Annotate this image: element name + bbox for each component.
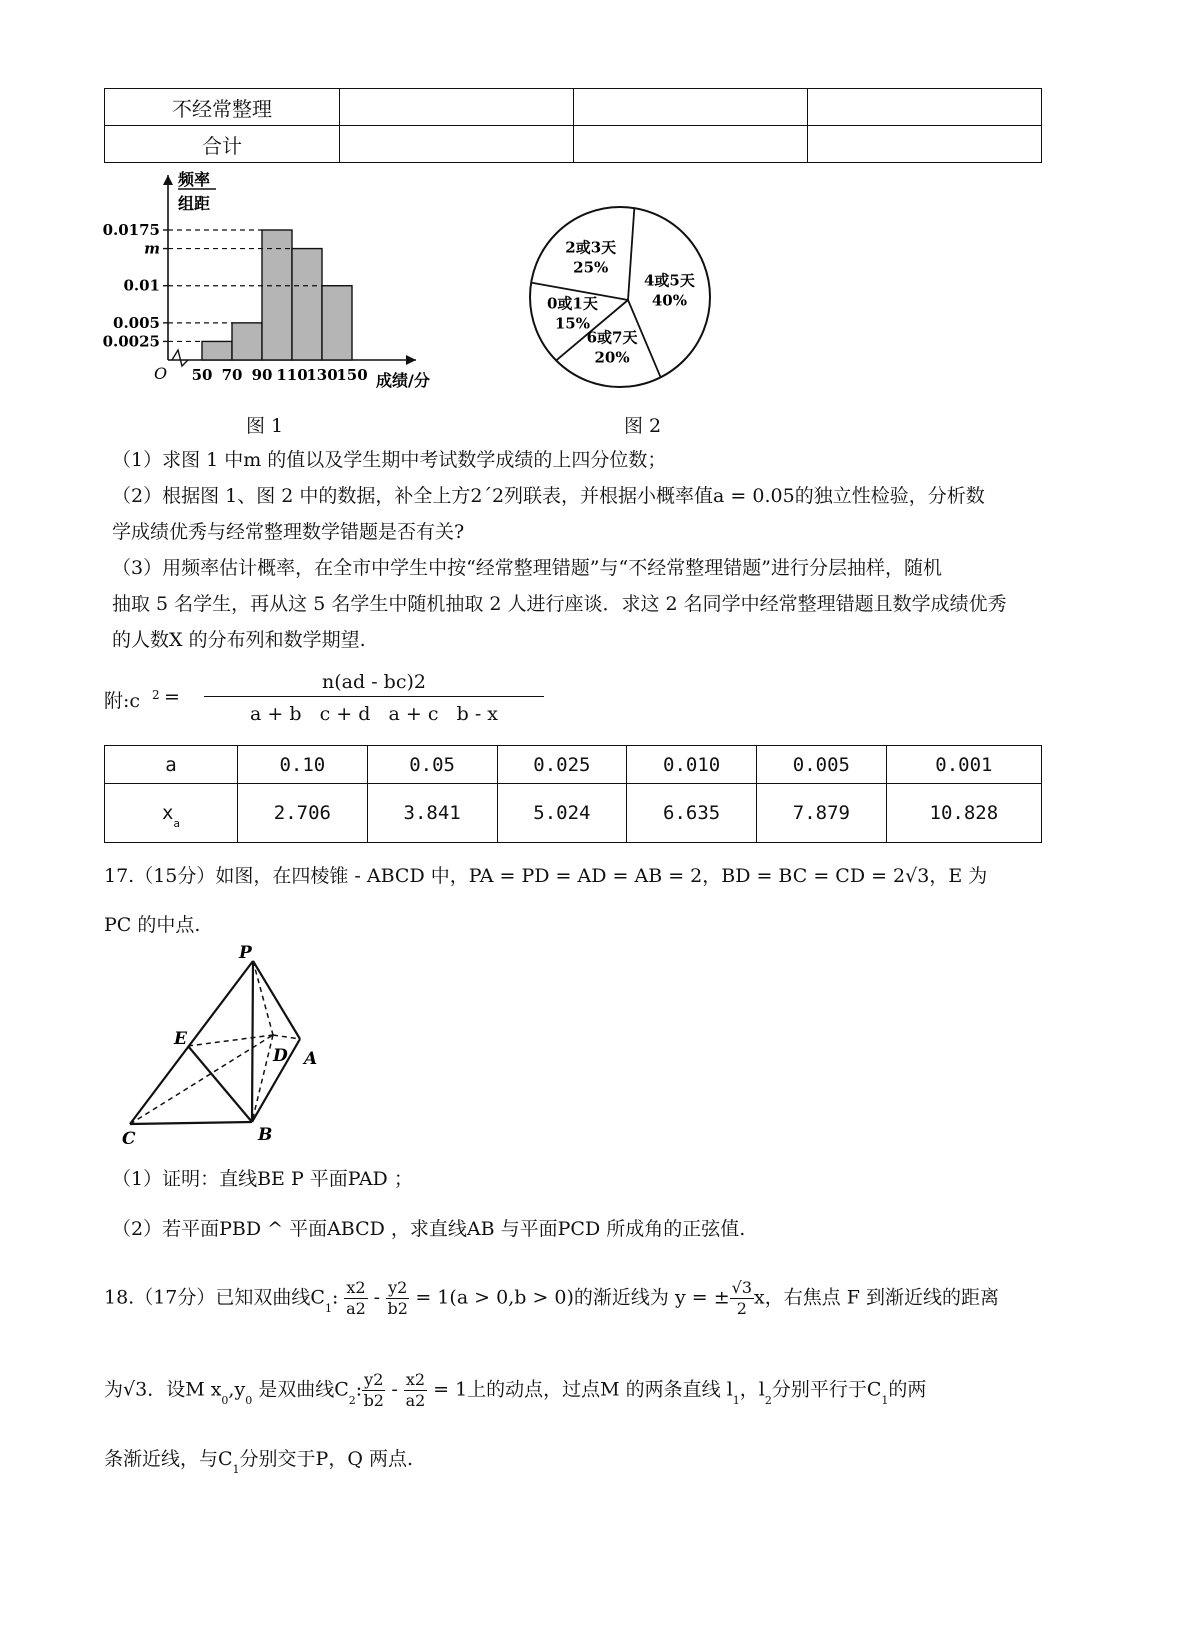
formula-eq: = [164,686,180,708]
pie-slice-label: 0或1天 [546,294,598,313]
q18-text-b: : [331,1286,339,1309]
q18-l2-g: ，l [739,1378,765,1401]
formula-denominator: a + b c + d a + c b - x [250,703,498,725]
q18-l2-c: 是双曲线C [252,1378,349,1401]
q18-l2-a: 为√3．设M x [104,1378,222,1401]
histogram-bar [232,323,262,360]
pie-slice-pct: 15% [554,314,590,333]
vertex-C: C [122,1129,136,1149]
alpha-cell: 0.001 [886,746,1041,784]
fraction-sqrt3-2 [730,1278,754,1319]
q18-l2-e: - [385,1378,404,1401]
ylabel-top: 频率 [178,170,211,189]
histogram-bar [292,249,322,360]
origin-label: O [154,364,168,383]
x-tick-label: 130 [306,366,338,384]
x-cell: 10.828 [886,784,1041,843]
histogram-bar [262,230,292,360]
y-axis-arrow [163,175,173,185]
table-cell [340,89,574,126]
q18-text-d: = 1(a > 0,b > 0)的渐近线为 y = ± [409,1286,730,1309]
q18-l2-d: : [355,1378,363,1401]
q18-sub: 2 [348,1393,356,1407]
frac-num: x2 [405,1370,426,1389]
y-tick-label: 0.0025 [102,332,160,351]
q18-l2-b: ,y [228,1378,246,1401]
table-row [105,746,1042,784]
x-axis-arrow [406,355,416,365]
x-cell: 5.024 [497,784,627,843]
histogram-figure [96,165,456,395]
vertex-A: A [304,1049,318,1069]
pie-figure [520,200,720,400]
x-cell: 7.879 [757,784,887,843]
q18-l2-f: = 1上的动点，过点M 的两条直线 l [427,1378,733,1401]
formula-prefix: 附:c [104,690,141,712]
q16-part3-a: （3）用频率估计概率，在全市中学生中按“经常整理错题”与“不经常整理错题”进行分层抽样，随机 [112,557,942,579]
q17-part1: （1）证明：直线BE P 平面PAD ； [112,1168,413,1190]
table-cell [574,89,808,126]
frac-den: a2 [405,1391,426,1410]
xlabel: 成绩/分 [376,371,430,390]
x-tick-label: 50 [191,366,213,384]
x-tick-label: 70 [221,366,243,384]
q18-text-a: 18.（17分）已知双曲线C [104,1286,325,1309]
table-row [105,126,1042,163]
contingency-table-partial [104,88,1042,163]
axis-break [172,350,188,366]
row-label-alpha: a [105,746,238,784]
q17-part2: （2）若平面PBD ^ 平面ABCD ，求直线AB 与平面PCD 所成角的正弦值. [112,1218,746,1240]
frac-den: b2 [363,1391,384,1410]
formula-numerator: n(ad - bc)2 [204,668,544,697]
y-tick-label: 0.01 [123,276,160,295]
frac-den: b2 [387,1299,408,1318]
pie-slice-pct: 25% [573,258,609,277]
fraction-y2-b2 [362,1370,385,1411]
q18-sub: 1 [232,1463,240,1476]
q16-part1: （1）求图 1 中m 的值以及学生期中考试数学成绩的上四分位数； [112,449,667,471]
x-cell: 2.706 [238,784,368,843]
alpha-cell: 0.05 [367,746,497,784]
pie-slice-pct: 20% [594,348,630,367]
ylabel-bottom: 组距 [178,194,211,213]
q18-line2 [104,1370,926,1411]
vertex-D: D [273,1046,288,1066]
critical-value-table [104,745,1042,843]
q18-line1 [104,1278,999,1319]
y-tick-label: 0.005 [113,313,160,332]
pie-slice-pct: 40% [651,291,687,310]
alpha-cell: 0.10 [238,746,368,784]
fraction-x2-a2 [404,1370,427,1411]
y-tick-label: m [144,239,160,258]
table-cell [808,89,1042,126]
table-cell [574,126,808,163]
x-label: x [161,802,174,824]
alpha-cell: 0.010 [627,746,757,784]
q18-text-e: x，右焦点 F 到渐近线的距离 [754,1286,999,1309]
table-cell [808,126,1042,163]
alpha-cell: 0.025 [497,746,627,784]
vertex-P: P [239,943,252,963]
q16-part3-c: 的人数X 的分布列和数学期望. [112,629,366,651]
row-label-x [105,784,238,843]
pie-slice-label: 2或3天 [565,238,617,257]
frac-num: x2 [346,1278,366,1297]
frac-num: y2 [364,1370,384,1389]
pyramid-figure [118,940,338,1150]
x-cell: 6.635 [627,784,757,843]
x-cell: 3.841 [367,784,497,843]
fraction-x2-a2 [344,1278,367,1319]
x-tick-label: 110 [276,366,308,384]
histogram-bar [322,286,352,360]
q18-l2-h: 分别平行于C [771,1378,882,1401]
q18-l3-a: 条渐近线，与C [104,1448,233,1470]
q18-sub: 2 [764,1393,772,1407]
frac-den: 2 [736,1299,747,1318]
q16-part2-b: 学成绩优秀与经常整理数学错题是否有关? [112,521,465,543]
x-tick-label: 90 [251,366,273,384]
q18-l3-b: 分别交于P，Q 两点. [239,1448,413,1470]
pie-slice-label: 6或7天 [586,328,638,347]
table-cell [340,126,574,163]
y-tick-label: 0.0175 [102,221,160,239]
row-label: 不经常整理 [105,89,340,126]
frac-num: y2 [388,1278,408,1297]
q18-sub: 1 [732,1393,740,1407]
x-subscript: a [173,817,181,830]
table-row [105,784,1042,843]
frac-den: a2 [346,1299,366,1318]
q18-sub: 1 [881,1393,889,1407]
q18-line3 [104,1444,413,1477]
fraction-y2-b2 [386,1278,409,1319]
histogram-bar [202,341,232,360]
figure1-caption: 图 1 [246,415,284,437]
q18-sub: 0 [221,1393,229,1407]
table-row [105,89,1042,126]
q16-part3-b: 抽取 5 名学生，再从这 5 名学生中随机抽取 2 人进行座谈．求这 2 名同学中经常整理错题且数学成绩优秀 [112,593,1007,615]
x-tick-label: 150 [336,366,368,384]
q16-part2-a: （2）根据图 1、图 2 中的数据，补全上方2´2列联表，并根据小概率值a = 0.05的独立性检验，分析数 [112,485,985,507]
alpha-cell: 0.005 [757,746,887,784]
row-label: 合计 [105,126,340,163]
q18-text-c: - [367,1286,387,1309]
vertex-E: E [174,1029,187,1049]
figure2-caption: 图 2 [624,415,662,437]
vertex-B: B [258,1125,273,1145]
formula-sup: 2 [152,688,160,702]
q18-sub: 1 [324,1301,332,1315]
frac-num: √3 [731,1278,752,1297]
q18-sub: 0 [245,1393,253,1407]
q17-line2: PC 的中点. [104,914,201,936]
pie-slice-label: 4或5天 [643,271,695,290]
q17-line1: 17.（15分）如图，在四棱锥 - ABCD 中，PA = PD = AD = AB = 2，BD = BC = CD = 2√3，E 为 [104,865,988,887]
q18-l2-i: 的两 [888,1378,927,1401]
